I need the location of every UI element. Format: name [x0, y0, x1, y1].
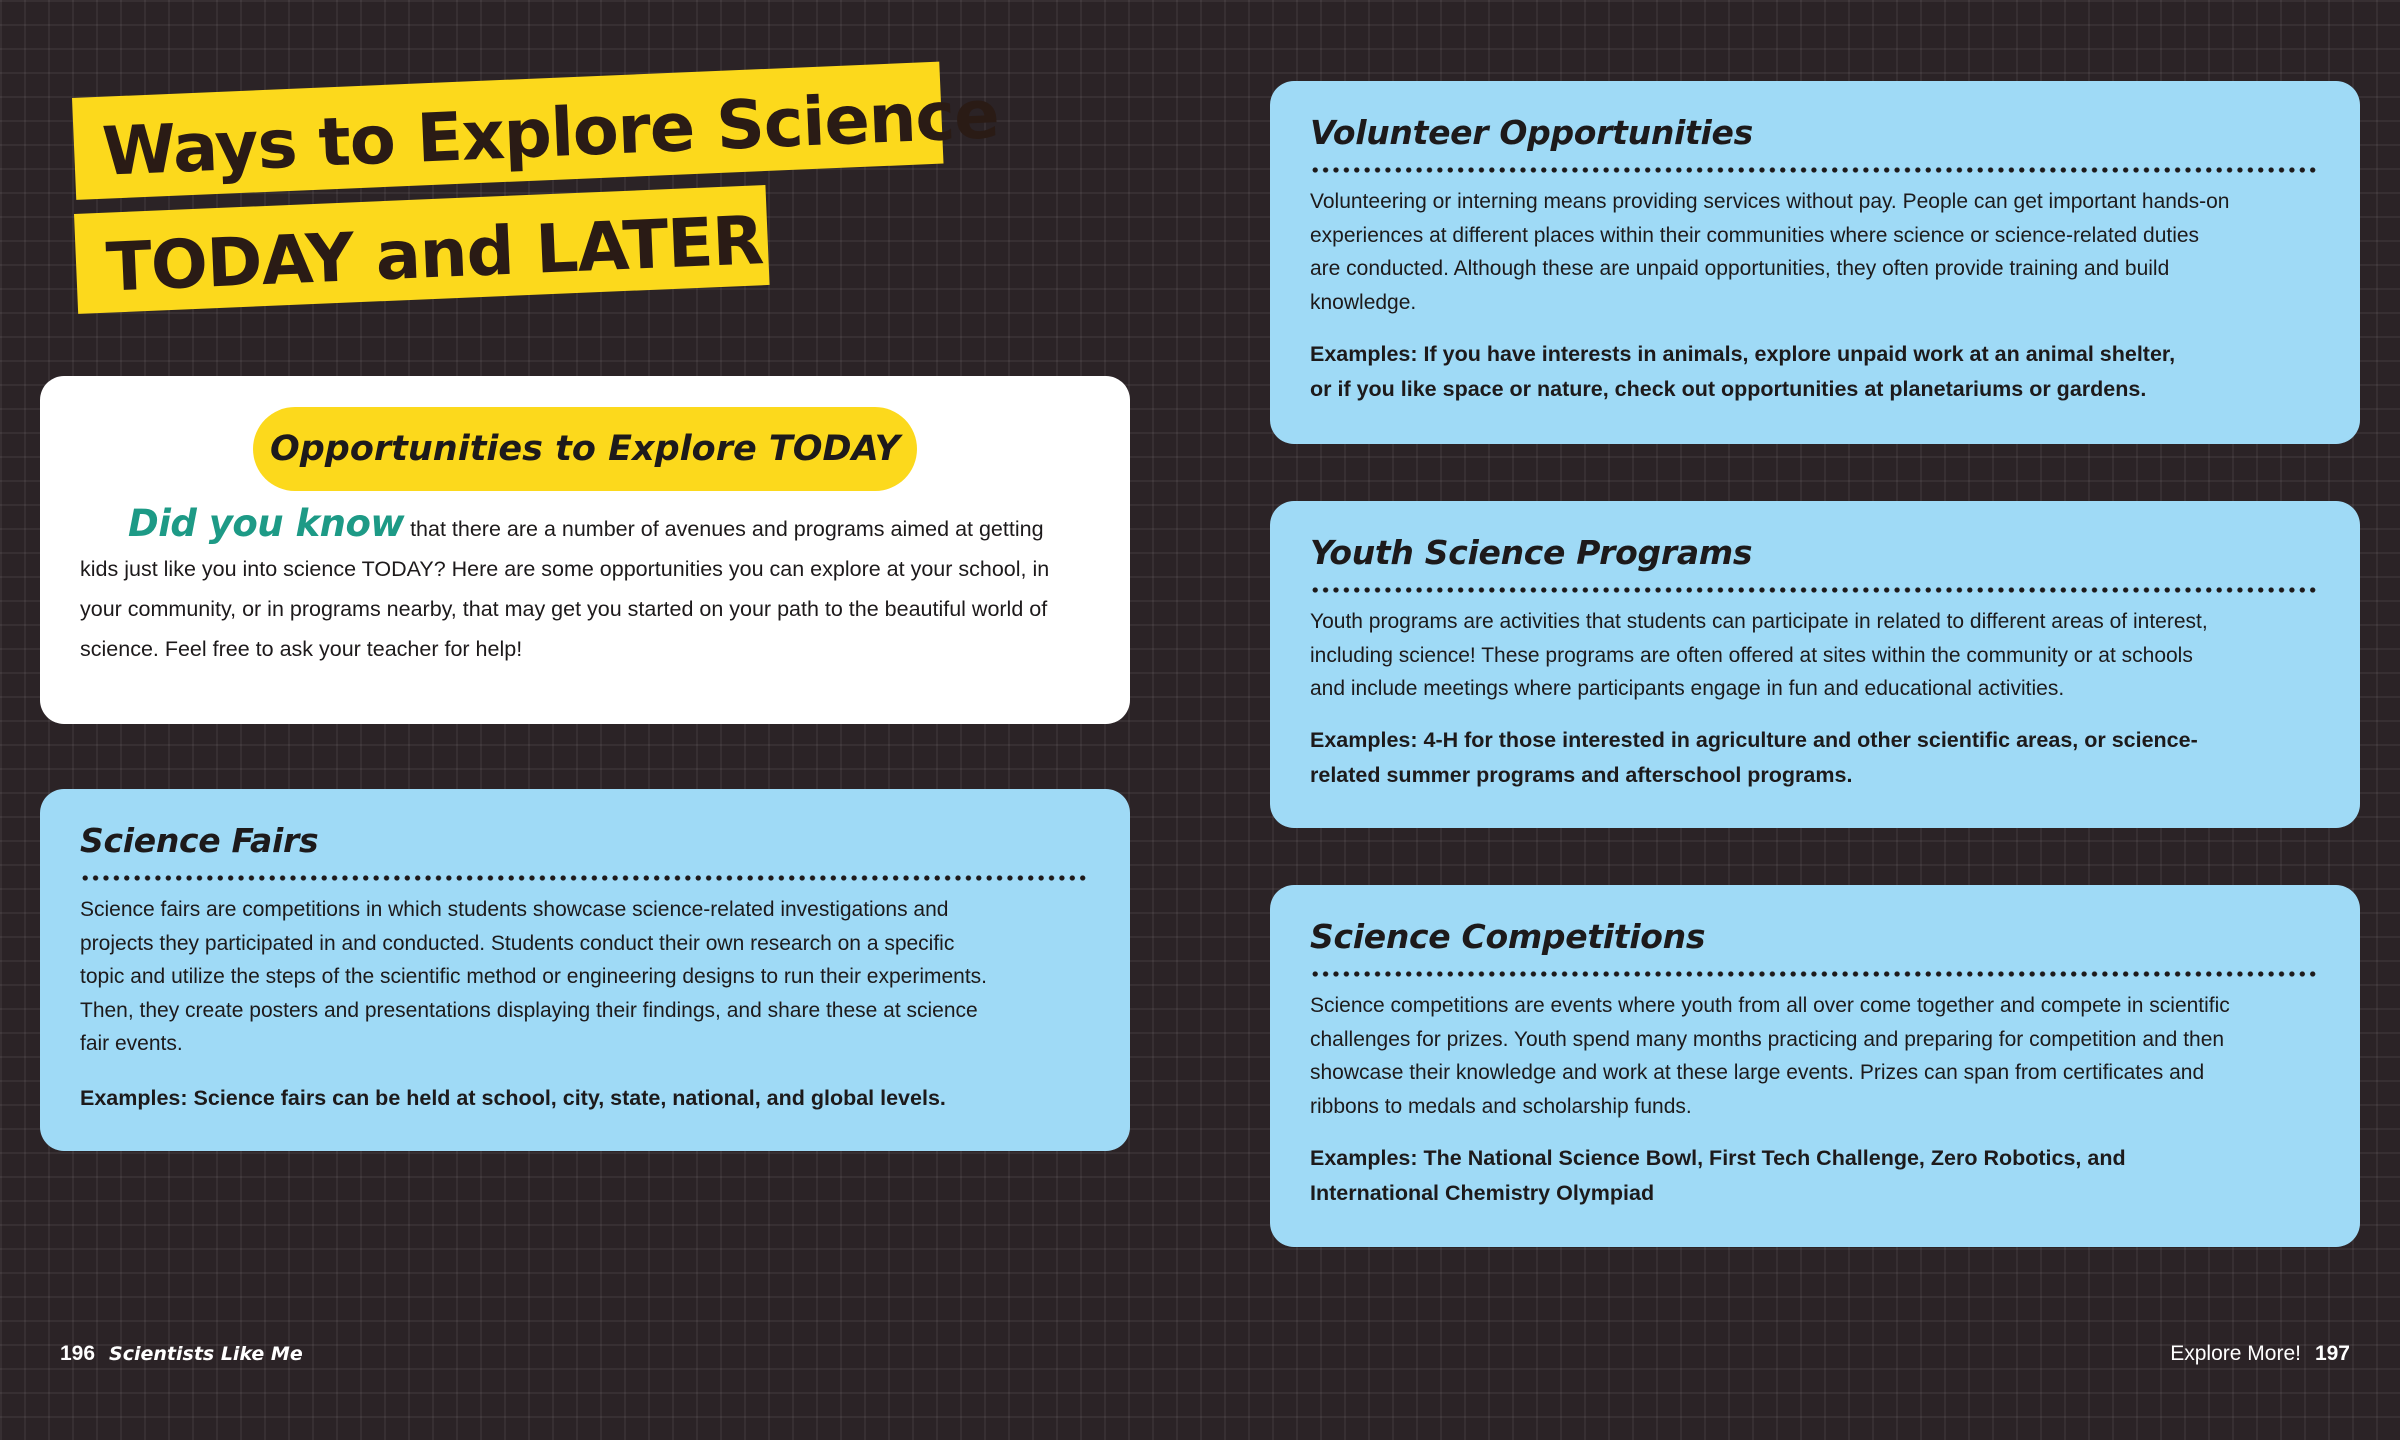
intro-paragraph — [80, 504, 1100, 669]
examples-line: Examples: 4-H for those interested in agriculture and other scientific areas, or science- — [1310, 728, 2198, 752]
body-line: knowledge. — [1310, 290, 1417, 314]
body-line: Youth programs are activities that students can participate in related to different areas of interest, — [1310, 610, 2208, 633]
book-title: Scientists Like Me — [109, 1343, 303, 1365]
chapter-title: Explore More! — [2170, 1342, 2301, 1365]
youth-programs-body — [1310, 605, 2324, 706]
body-line: Volunteering or interning means providing services without pay. People can get important hands-on — [1310, 190, 2230, 213]
science-fairs-card — [40, 789, 1130, 1151]
intro-line: science. Feel free to ask your teacher for help! — [80, 637, 523, 661]
intro-line: your community, or in programs nearby, that may get you started on your path to the beautiful world of — [80, 597, 1048, 621]
page-title-line-2 — [74, 185, 770, 314]
science-competitions-body — [1310, 989, 2324, 1123]
dotted-divider — [1310, 587, 2320, 593]
dotted-divider — [1310, 971, 2320, 977]
volunteer-body — [1310, 185, 2324, 319]
examples-line: International Chemistry Olympiad — [1310, 1181, 1655, 1205]
intro-card — [40, 376, 1130, 724]
dotted-divider — [80, 875, 1090, 881]
science-competitions-card — [1270, 885, 2360, 1247]
body-line: and include meetings where participants engage in fun and educational activities. — [1310, 677, 2065, 700]
page-title-line-1 — [72, 62, 1001, 200]
page-title-line-1-text: Ways to Explore Science — [100, 75, 1001, 191]
dotted-divider — [1310, 167, 2320, 173]
intro-line-text: that there are a number of avenues and programs aimed at getting — [410, 517, 1044, 541]
youth-programs-examples — [1310, 723, 2324, 793]
youth-programs-title: Youth Science Programs — [1310, 533, 1753, 572]
body-line: Science competitions are events where youth from all over come together and compete in scientific — [1310, 994, 2230, 1017]
footer-right — [2170, 1342, 2350, 1366]
youth-programs-card — [1270, 501, 2360, 828]
body-line: experiences at different places within their communities where science or science-related duties — [1310, 223, 2200, 247]
science-fairs-body — [80, 893, 1094, 1061]
volunteer-title: Volunteer Opportunities — [1310, 113, 1753, 152]
examples-line: or if you like space or nature, check out opportunities at planetariums or gardens. — [1310, 377, 2147, 401]
body-line: topic and utilize the steps of the scientific method or engineering designs to run their experiments. — [80, 965, 988, 988]
examples-line: Examples: If you have interests in animals, explore unpaid work at an animal shelter, — [1310, 342, 2176, 366]
body-line: ribbons to medals and scholarship funds. — [1310, 1094, 1692, 1118]
examples-line: Examples: The National Science Bowl, First Tech Challenge, Zero Robotics, and — [1310, 1146, 2126, 1170]
examples-line: related summer programs and afterschool programs. — [1310, 763, 1853, 787]
intro-heading: Opportunities to Explore TODAY — [269, 429, 901, 469]
page-number-left: 196 — [60, 1342, 96, 1365]
body-line: showcase their knowledge and work at these large events. Prizes can span from certificates and — [1310, 1061, 2205, 1084]
body-line: challenges for prizes. Youth spend many months practicing and preparing for competition and then — [1310, 1027, 2225, 1051]
body-line: Then, they create posters and presentations displaying their findings, and share these at science — [80, 998, 978, 1022]
intro-line — [80, 504, 1100, 549]
page-title-line-2-text: TODAY and LATER — [104, 201, 765, 307]
volunteer-card — [1270, 81, 2360, 444]
volunteer-examples — [1310, 337, 2324, 407]
science-competitions-title: Science Competitions — [1310, 917, 1706, 956]
did-you-know-label: Did you know — [128, 502, 405, 545]
body-line: Science fairs are competitions in which students showcase science-related investigations and — [80, 898, 949, 921]
page-number-right: 197 — [2314, 1342, 2350, 1365]
examples-line: Examples: Science fairs can be held at school, city, state, national, and global levels. — [80, 1086, 946, 1110]
intro-line: kids just like you into science TODAY? Here are some opportunities you can explore at your school, in — [80, 557, 1050, 581]
body-line: projects they participated in and conducted. Students conduct their own research on a specific — [80, 931, 955, 955]
body-line: are conducted. Although these are unpaid opportunities, they often provide training and build — [1310, 257, 2170, 280]
intro-heading-pill — [253, 407, 917, 491]
footer-left — [60, 1342, 303, 1366]
science-fairs-examples — [80, 1081, 1094, 1116]
body-line: including science! These programs are often offered at sites within the community or at schools — [1310, 643, 2193, 667]
science-competitions-examples — [1310, 1141, 2324, 1211]
body-line: fair events. — [80, 1032, 183, 1055]
science-fairs-title: Science Fairs — [80, 821, 319, 860]
